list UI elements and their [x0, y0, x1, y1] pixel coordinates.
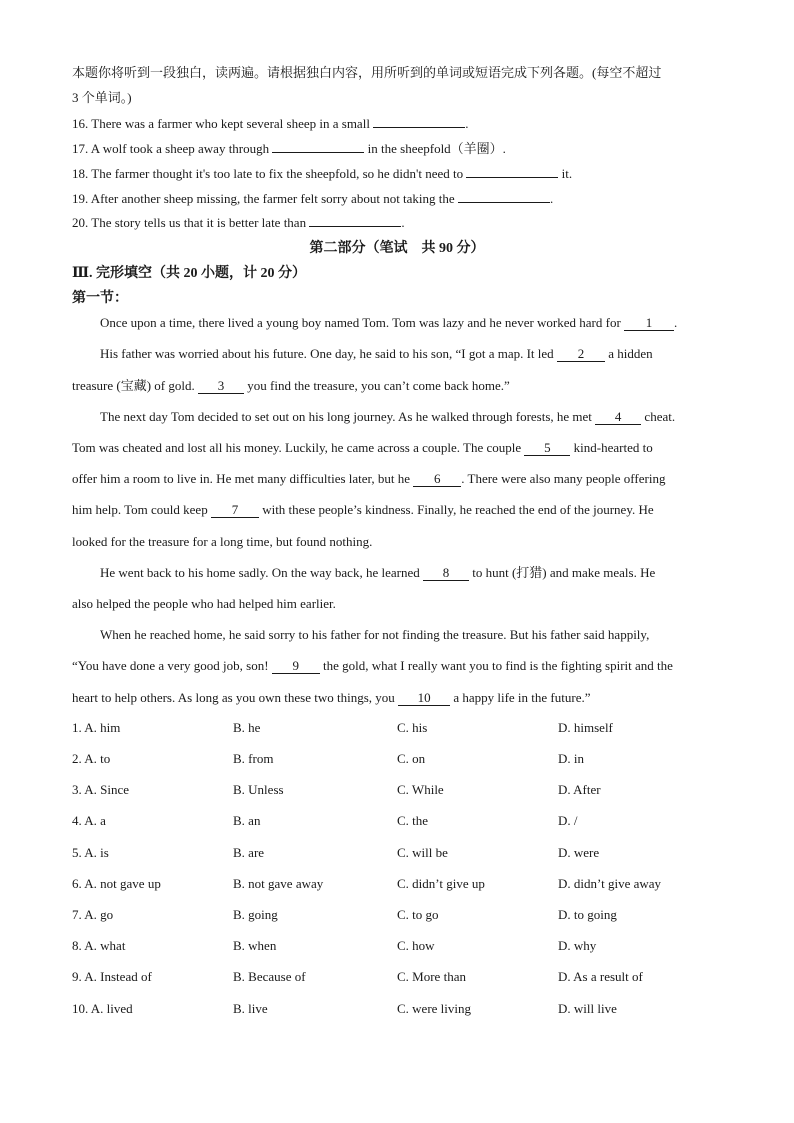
passage-text: looked for the treasure for a long time, but found nothing.: [72, 534, 373, 549]
question-20: [72, 213, 405, 232]
passage-line: [100, 345, 653, 363]
option-b[interactable]: B. live: [233, 1001, 268, 1016]
option-d[interactable]: D. As a result of: [558, 969, 643, 984]
passage-text: cheat.: [641, 409, 676, 424]
passage-text: you find the treasure, you can’t come back home.”: [244, 378, 510, 393]
option-d[interactable]: D. himself: [558, 720, 613, 735]
passage-line: [72, 377, 510, 395]
option-c[interactable]: C. the: [397, 813, 429, 828]
option-a[interactable]: 8. A. what: [72, 938, 126, 953]
passage-text: His father was worried about his future. One day, he said to his son, “I got a map. It led: [100, 346, 557, 361]
cloze-blank-6[interactable]: 6: [413, 472, 461, 487]
option-c[interactable]: C. his: [397, 720, 428, 735]
question-text-end: .: [465, 116, 469, 131]
passage-line: [100, 564, 655, 582]
cloze-blank-2[interactable]: 2: [557, 347, 605, 362]
passage-text: also helped the people who had helped him earlier.: [72, 596, 336, 611]
listening-instruction-cont: [72, 89, 132, 107]
passage-line: [100, 314, 677, 332]
option-b[interactable]: B. from: [233, 751, 274, 766]
option-d[interactable]: D. will live: [558, 1001, 617, 1016]
passage-text: The next day Tom decided to set out on his long journey. As he walked through forests, he met: [100, 409, 596, 424]
options-row-9: [72, 969, 732, 987]
passage-text: When he reached home, he said sorry to his father for not finding the treasure. But his father said happily,: [100, 627, 650, 642]
option-c[interactable]: C. will be: [397, 845, 448, 860]
passage-line: [72, 595, 336, 613]
passage-text: kind-hearted to: [570, 440, 653, 455]
cloze-blank-5[interactable]: 5: [524, 441, 570, 456]
option-a[interactable]: 6. A. not gave up: [72, 876, 161, 891]
passage-text: a happy life in the future.”: [450, 690, 591, 705]
option-c[interactable]: C. on: [397, 751, 426, 766]
passage-line: [72, 689, 590, 707]
option-b[interactable]: B. Unless: [233, 782, 284, 797]
option-b[interactable]: B. an: [233, 813, 261, 828]
passage-text: with these people’s kindness. Finally, he reached the end of the journey. He: [258, 502, 654, 517]
question-18: [72, 164, 572, 183]
option-a[interactable]: 10. A. lived: [72, 1001, 133, 1016]
passage-line: [72, 501, 654, 519]
option-a[interactable]: 1. A. him: [72, 720, 121, 735]
question-text: 18. The farmer thought it's too late to fix the sheepfold, so he didn't need to: [72, 166, 467, 181]
passage-line: [100, 408, 675, 426]
options-row-10: [72, 1001, 732, 1019]
option-a[interactable]: 4. A. a: [72, 813, 106, 828]
instruction-line-1: 本题你将听到一段独白，读两遍。请根据独白内容，用所听到的单词或短语完成下列各题。(每空不超过: [72, 65, 662, 80]
option-d[interactable]: D. /: [558, 813, 578, 828]
passage-line: [72, 439, 653, 457]
option-d[interactable]: D. After: [558, 782, 601, 797]
passage-text: treasure (宝藏) of gold.: [72, 378, 198, 393]
option-d[interactable]: D. to going: [558, 907, 617, 922]
answer-blank[interactable]: [466, 164, 558, 178]
option-b[interactable]: B. when: [233, 938, 277, 953]
answer-blank[interactable]: [373, 114, 465, 128]
question-17: [72, 139, 506, 158]
option-d[interactable]: D. in: [558, 751, 584, 766]
options-row-1: [72, 720, 732, 738]
option-b[interactable]: B. going: [233, 907, 278, 922]
instruction-line-2: 3 个单词。): [72, 90, 132, 105]
answer-blank[interactable]: [272, 139, 364, 153]
question-text-end: it.: [558, 166, 573, 181]
passage-text: heart to help others. As long as you own these two things, you: [72, 690, 399, 705]
option-c[interactable]: C. While: [397, 782, 444, 797]
passage-line: [72, 657, 673, 675]
option-c[interactable]: C. how: [397, 938, 435, 953]
passage-text: .: [674, 315, 678, 330]
cloze-blank-9[interactable]: 9: [272, 659, 320, 674]
answer-blank[interactable]: [458, 189, 550, 203]
option-a[interactable]: 5. A. is: [72, 845, 109, 860]
option-c[interactable]: C. were living: [397, 1001, 472, 1016]
passage-text: him help. Tom could keep: [72, 502, 211, 517]
cloze-blank-3[interactable]: 3: [198, 379, 244, 394]
question-16: [72, 114, 468, 133]
question-text: 17. A wolf took a sheep away through: [72, 141, 273, 156]
listening-instruction: [72, 64, 661, 82]
cloze-blank-7[interactable]: 7: [211, 503, 259, 518]
question-text-end: .: [401, 215, 405, 230]
part-2-title: 第二部分（笔试 共 90 分）: [309, 241, 485, 256]
question-text: 20. The story tells us that it is better late than: [72, 215, 310, 230]
answer-blank[interactable]: [309, 213, 401, 227]
passage-text: He went back to his home sadly. On the way back, he learned: [100, 565, 423, 580]
options-row-6: [72, 876, 732, 894]
option-d[interactable]: D. were: [558, 845, 600, 860]
options-row-2: [72, 751, 732, 769]
option-a[interactable]: 9. A. Instead of: [72, 969, 152, 984]
question-text: 16. There was a farmer who kept several sheep in a small: [72, 116, 374, 131]
cloze-blank-8[interactable]: 8: [423, 566, 469, 581]
options-row-8: [72, 938, 732, 956]
passage-text: “You have done a very good job, son!: [72, 658, 272, 673]
passage-line: [72, 470, 665, 488]
option-d[interactable]: D. didn’t give away: [558, 876, 662, 891]
passage-text: Once upon a time, there lived a young boy named Tom. Tom was lazy and he never worked hard for: [100, 315, 625, 330]
option-d[interactable]: D. why: [558, 938, 597, 953]
options-row-3: [72, 782, 732, 800]
option-b[interactable]: B. Because of: [233, 969, 306, 984]
passage-line: [72, 533, 372, 551]
passage-text: Tom was cheated and lost all his money. Luckily, he came across a couple. The couple: [72, 440, 525, 455]
cloze-blank-10[interactable]: 10: [398, 691, 450, 706]
question-text-end: in the sheepfold（羊圈）.: [364, 141, 506, 156]
option-a[interactable]: 7. A. go: [72, 907, 114, 922]
option-b[interactable]: B. are: [233, 845, 265, 860]
subsection-1-title: 第一节：: [72, 291, 128, 306]
option-c[interactable]: C. didn’t give up: [397, 876, 485, 891]
question-text: 19. After another sheep missing, the farmer felt sorry about not taking the: [72, 191, 458, 206]
options-row-7: [72, 907, 732, 925]
options-row-4: [72, 813, 732, 831]
section-3-title: Ⅲ. 完形填空（共 20 小题，计 20 分）: [72, 266, 307, 281]
option-c[interactable]: C. to go: [397, 907, 439, 922]
passage-text: a hidden: [604, 346, 653, 361]
question-text-end: .: [549, 191, 554, 206]
passage-text: offer him a room to live in. He met many difficulties later, but he: [72, 471, 414, 486]
passage-text: to hunt (打猎) and make meals. He: [468, 565, 656, 580]
option-a[interactable]: 2. A. to: [72, 751, 111, 766]
option-c[interactable]: C. More than: [397, 969, 466, 984]
option-b[interactable]: B. not gave away: [233, 876, 324, 891]
passage-text: . There were also many people offering: [461, 471, 666, 486]
cloze-blank-4[interactable]: 4: [595, 410, 641, 425]
option-b[interactable]: B. he: [233, 720, 261, 735]
option-a[interactable]: 3. A. Since: [72, 782, 130, 797]
options-row-5: [72, 845, 732, 863]
passage-line: [100, 626, 649, 644]
cloze-blank-1[interactable]: 1: [624, 316, 674, 331]
passage-text: the gold, what I really want you to find is the fighting spirit and the: [319, 658, 673, 673]
question-19: [72, 189, 553, 208]
